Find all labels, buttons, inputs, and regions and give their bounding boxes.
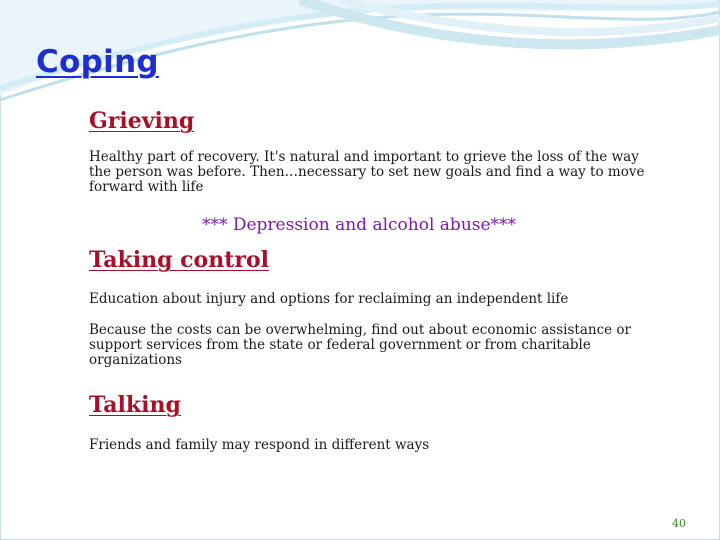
section-heading-taking-control: Taking control [89, 247, 270, 273]
page-number: 40 [672, 517, 686, 530]
taking-control-text-2: Because the costs can be overwhelming, find out about economic assistance or support services from the state or federal government or from charitable organizations [89, 322, 632, 368]
taking-control-text-1: Education about injury and options for reclaiming an independent life [89, 291, 569, 307]
grieving-note: *** Depression and alcohol abuse*** [201, 215, 517, 235]
slide-content [89, 108, 659, 453]
slide-title: Coping [36, 44, 159, 80]
section-heading-talking: Talking [89, 392, 181, 418]
talking-text: Friends and family may respond in different ways [89, 437, 430, 453]
grieving-text: Healthy part of recovery. It's natural and important to grieve the loss of the way the person was before. Then…necessary to set new goals and find a way to move forward with life [89, 149, 645, 195]
section-heading-grieving: Grieving [89, 108, 195, 134]
